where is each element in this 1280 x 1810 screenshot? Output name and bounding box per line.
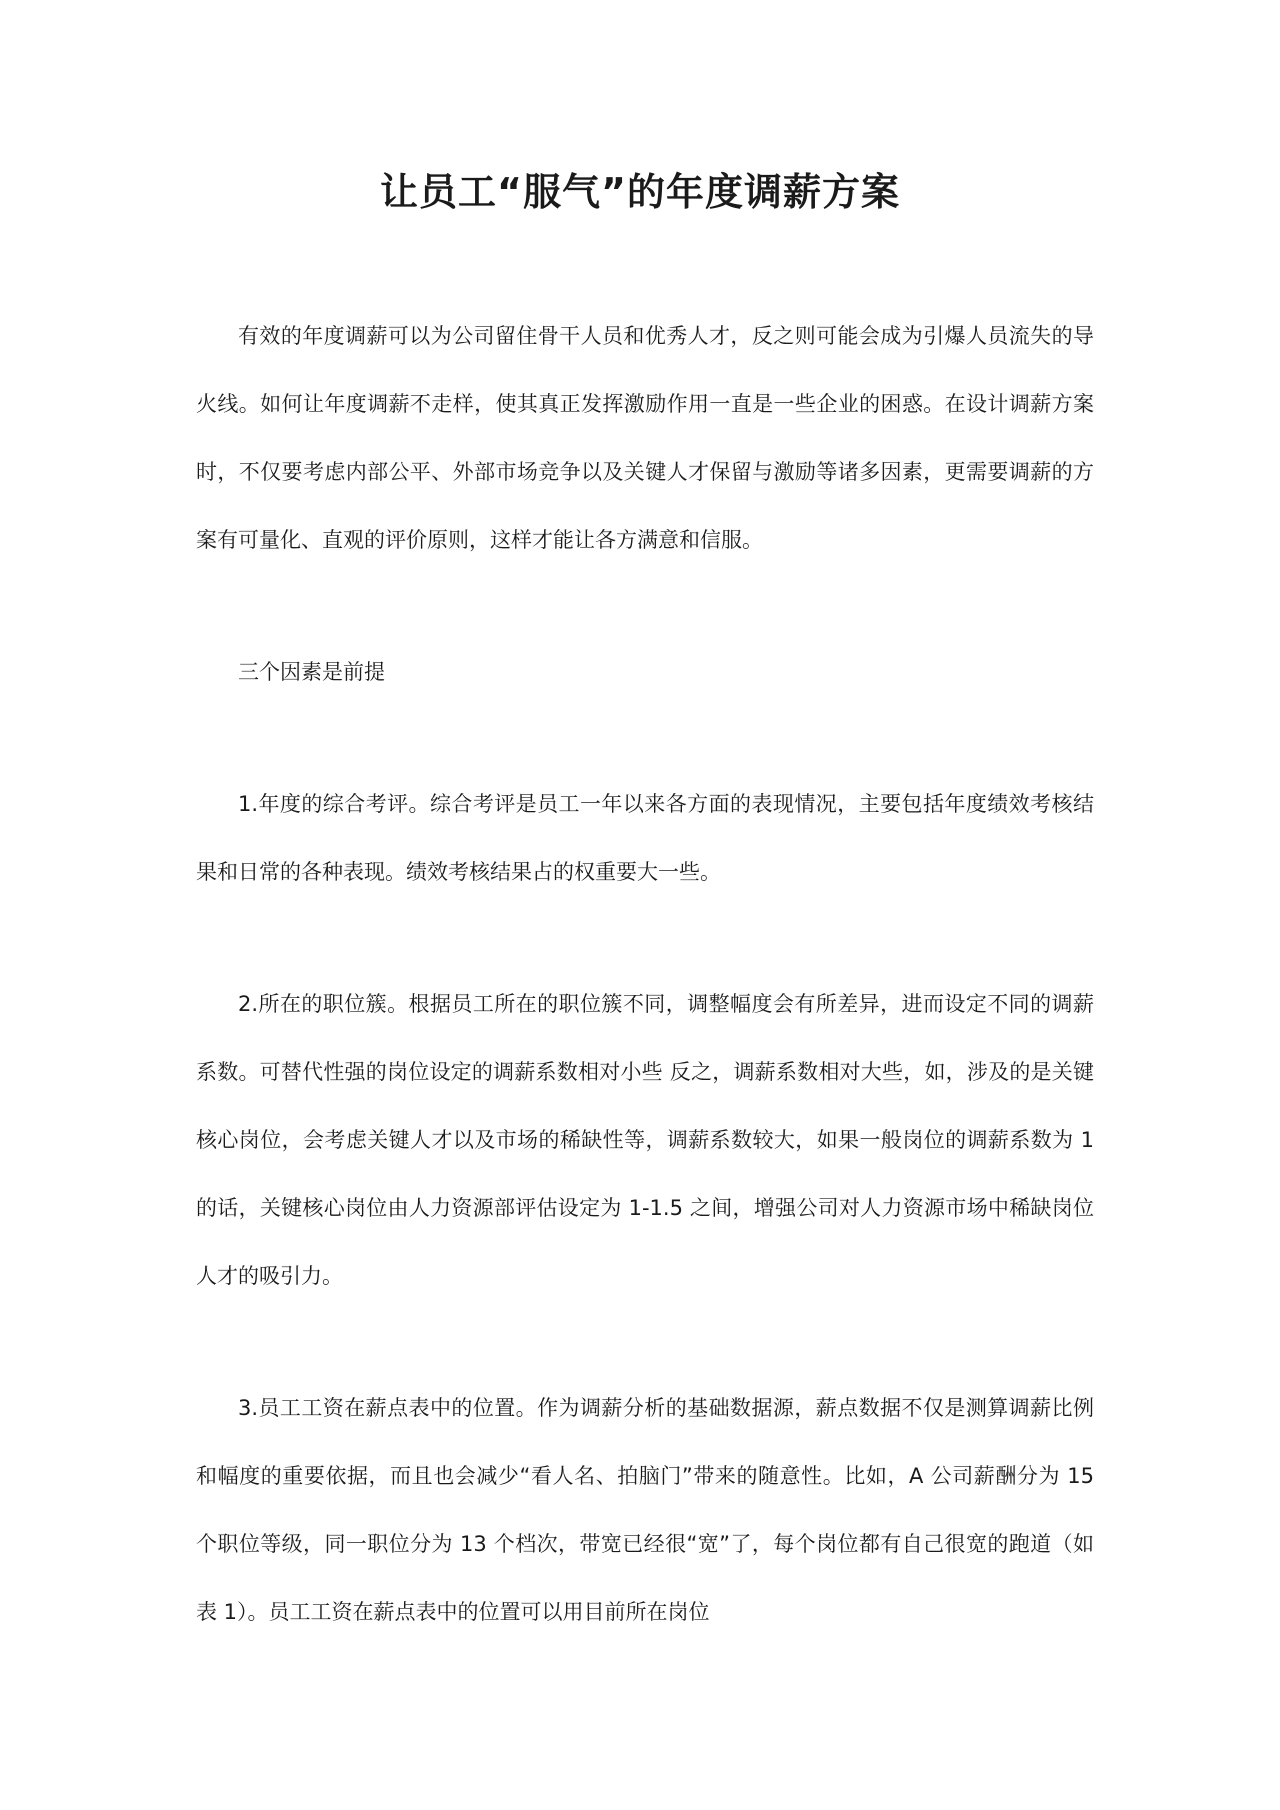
document-title: 让员工“服气”的年度调薪方案 xyxy=(380,170,900,214)
section-heading: 三个因素是前提 xyxy=(238,660,385,684)
factor-1-paragraph: 1.年度的综合考评。综合考评是员工一年以来各方面的表现情况，主要包括年度绩效考核结果和日常的各种表现。绩效考核结果占的权重要大一些。 xyxy=(196,792,1094,884)
document-body xyxy=(196,302,1094,1646)
factor-2-paragraph: 2.所在的职位簇。根据员工所在的职位簇不同，调整幅度会有所差异，进而设定不同的调薪系数。可替代性强的岗位设定的调薪系数相对小些 反之，调薪系数相对大些，如，涉及的是关键核心岗位，会考虑关键人才以及市场的稀缺性等，调薪系数较大，如果一般岗位的调薪系数为 1 的话，关键核心岗位由人力资源部评估设定为 1-1.5 之间，增强公司对人力资源市场中稀缺岗位人才的吸引力。 xyxy=(196,992,1094,1288)
intro-paragraph: 有效的年度调薪可以为公司留住骨干人员和优秀人才，反之则可能会成为引爆人员流失的导火线。如何让年度调薪不走样，使其真正发挥激励作用一直是一些企业的困惑。在设计调薪方案时，不仅要考虑内部公平、外部市场竞争以及关键人才保留与激励等诸多因素，更需要调薪的方案有可量化、直观的评价原则，这样才能让各方满意和信服。 xyxy=(196,324,1094,552)
factor-3-paragraph: 3.员工工资在薪点表中的位置。作为调薪分析的基础数据源，薪点数据不仅是测算调薪比例和幅度的重要依据，而且也会减少“看人名、拍脑门”带来的随意性。比如，A 公司薪酬分为 15 个职位等级，同一职位分为 13 个档次，带宽已经很“宽”了，每个岗位都有自己很宽的跑道（如表 1）。员工工资在薪点表中的位置可以用目前所在岗位 xyxy=(196,1396,1094,1624)
